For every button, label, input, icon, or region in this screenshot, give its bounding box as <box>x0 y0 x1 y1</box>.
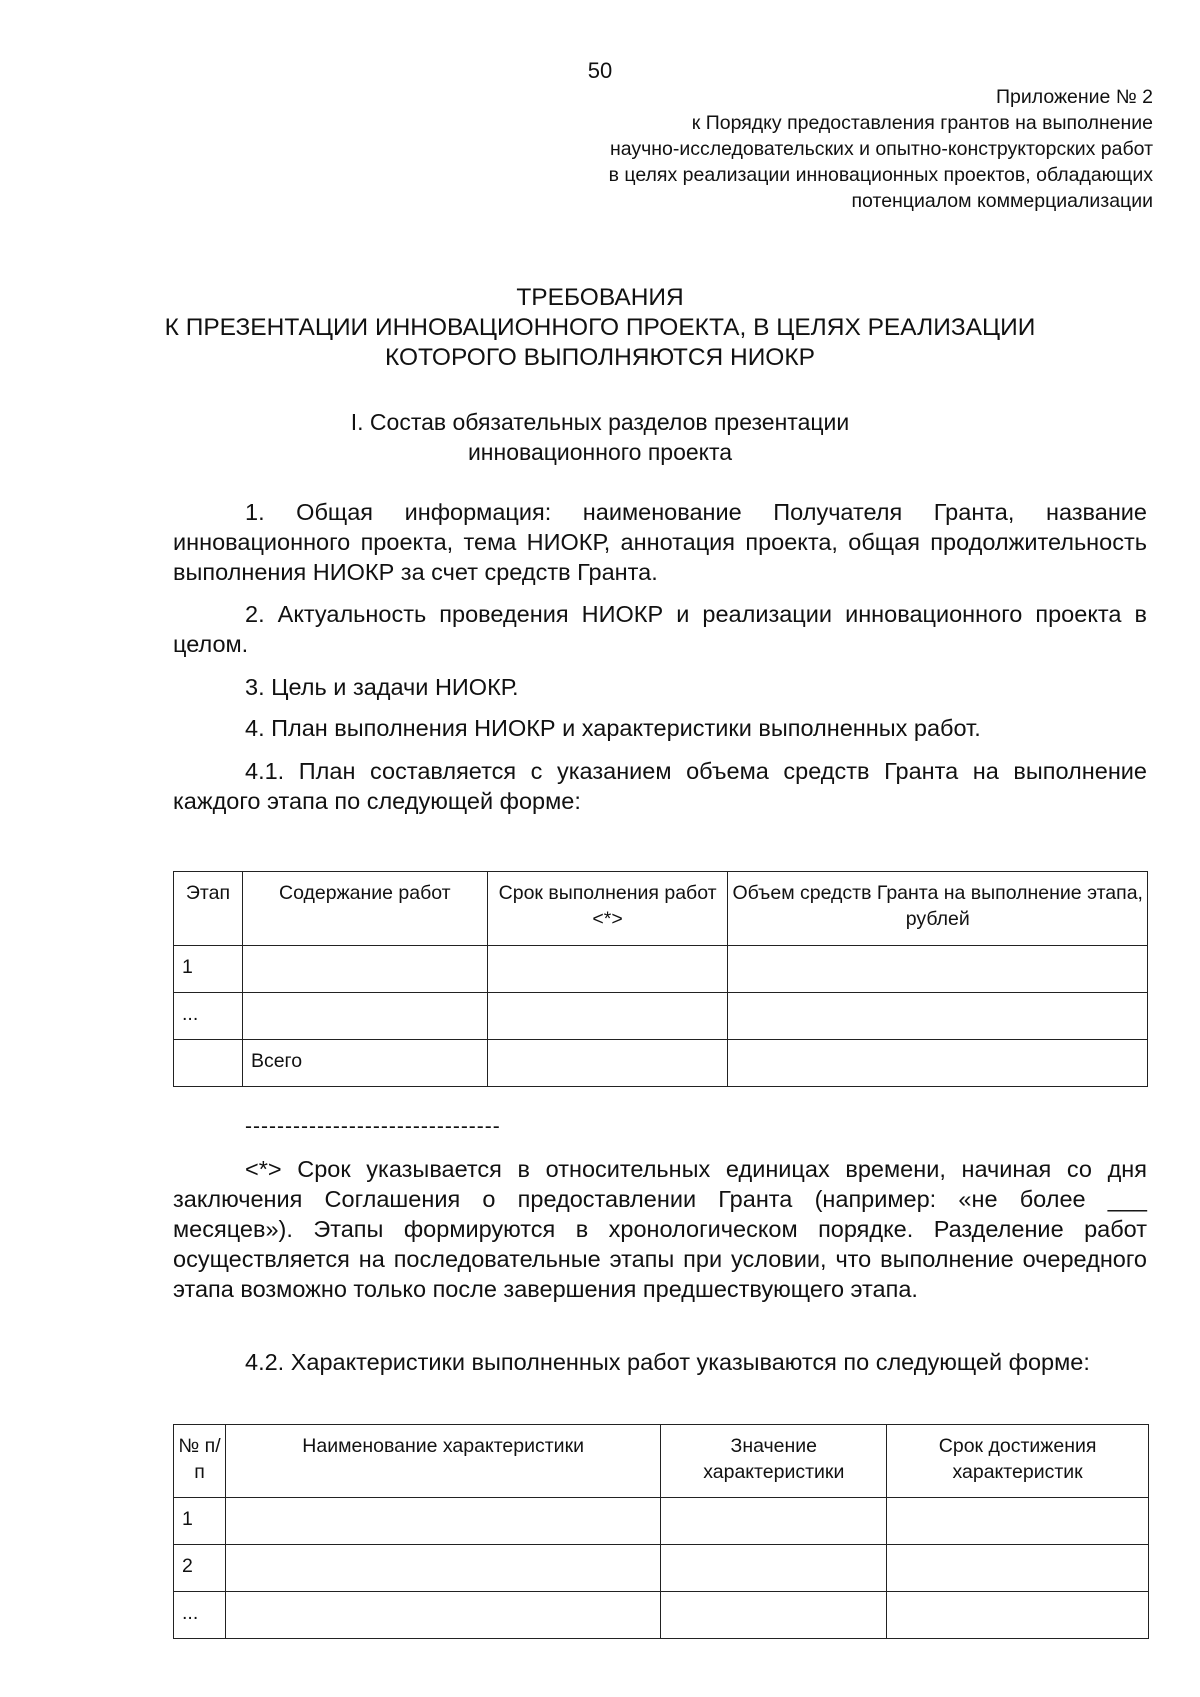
column-header: Значение характеристики <box>661 1425 887 1498</box>
appendix-line: научно-исследовательских и опытно-конструкторских работ <box>609 138 1153 160</box>
table-cell <box>242 993 487 1040</box>
appendix-line: к Порядку предоставления грантов на выполнение <box>691 112 1153 134</box>
table-cell <box>487 946 728 993</box>
table-cell: Всего <box>242 1040 487 1087</box>
paragraph-1: 1. Общая информация: наименование Получателя Гранта, название инновационного проекта, тема НИОКР, аннотация проекта, общая продолжительность выполнения НИОКР за счет средств Гранта. <box>173 499 1147 585</box>
paragraph-3: 3. Цель и задачи НИОКР. <box>245 674 519 700</box>
column-header: № п/п <box>174 1425 226 1498</box>
column-header: Содержание работ <box>242 872 487 946</box>
table-row <box>174 946 1148 993</box>
table-row <box>174 1545 1149 1592</box>
appendix-line: в целях реализации инновационных проектов, обладающих <box>608 164 1153 186</box>
paragraph-4-2: 4.2. Характеристики выполненных работ указываются по следующей форме: <box>245 1349 1090 1375</box>
table-cell <box>225 1545 660 1592</box>
footnote: <*> Срок указывается в относительных единицах времени, начиная со дня заключения Соглашения о предоставлении Гранта (например: «не более ___ месяцев»). Этапы формируются в хронологическом порядке. Разделение работ осуществляется на последовательные этапы при условии, что выполнение очередного этапа возможно только после завершения предшествующего этапа. <box>173 1156 1147 1302</box>
column-header: Срок выполнения работ <*> <box>487 872 728 946</box>
title-line: КОТОРОГО ВЫПОЛНЯЮТСЯ НИОКР <box>385 344 815 371</box>
table-header-row <box>174 872 1148 946</box>
title-line: ТРЕБОВАНИЯ <box>516 284 684 311</box>
table-cell <box>728 1040 1148 1087</box>
table-cell: 1 <box>174 1498 226 1545</box>
table-row <box>174 1498 1149 1545</box>
column-header: Этап <box>174 872 243 946</box>
paragraph-4: 4. План выполнения НИОКР и характеристики выполненных работ. <box>245 715 981 741</box>
table-cell <box>728 993 1148 1040</box>
column-header: Наименование характеристики <box>225 1425 660 1498</box>
table-cell <box>225 1592 660 1639</box>
table-cell: ... <box>174 993 243 1040</box>
table-cell <box>225 1498 660 1545</box>
appendix-line: потенциалом коммерциализации <box>851 190 1153 212</box>
table-cell <box>487 1040 728 1087</box>
table-cell <box>661 1498 887 1545</box>
footnote-separator: -------------------------------- <box>245 1115 501 1138</box>
page-number: 50 <box>587 58 613 83</box>
table-cell <box>174 1040 243 1087</box>
table-cell <box>887 1498 1149 1545</box>
document-title <box>0 283 1200 373</box>
table-cell: ... <box>174 1592 226 1639</box>
table-header-row <box>174 1425 1149 1498</box>
table-cell <box>487 993 728 1040</box>
stage-plan-table <box>173 871 1148 1087</box>
table-cell <box>661 1592 887 1639</box>
table-cell <box>887 1545 1149 1592</box>
appendix-line: Приложение № 2 <box>996 86 1153 108</box>
section-line: I. Состав обязательных разделов презентации <box>350 409 850 435</box>
appendix-reference <box>453 84 1153 214</box>
table-cell <box>661 1545 887 1592</box>
table-row <box>174 1040 1148 1087</box>
section-line: инновационного проекта <box>467 439 733 465</box>
paragraph-4-1: 4.1. План составляется с указанием объема средств Гранта на выполнение каждого этапа по следующей форме: <box>173 758 1147 814</box>
characteristics-table <box>173 1424 1149 1639</box>
table-cell <box>728 946 1148 993</box>
paragraph-2: 2. Актуальность проведения НИОКР и реализации инновационного проекта в целом. <box>173 601 1147 657</box>
section-heading <box>0 407 1200 467</box>
column-header: Объем средств Гранта на выполнение этапа, рублей <box>728 872 1148 946</box>
column-header: Срок достижения характеристик <box>887 1425 1149 1498</box>
table-cell: 2 <box>174 1545 226 1592</box>
table-cell: 1 <box>174 946 243 993</box>
title-line: К ПРЕЗЕНТАЦИИ ИННОВАЦИОННОГО ПРОЕКТА, В ЦЕЛЯХ РЕАЛИЗАЦИИ <box>164 314 1036 341</box>
table-cell <box>242 946 487 993</box>
table-row <box>174 1592 1149 1639</box>
table-cell <box>887 1592 1149 1639</box>
table-row <box>174 993 1148 1040</box>
